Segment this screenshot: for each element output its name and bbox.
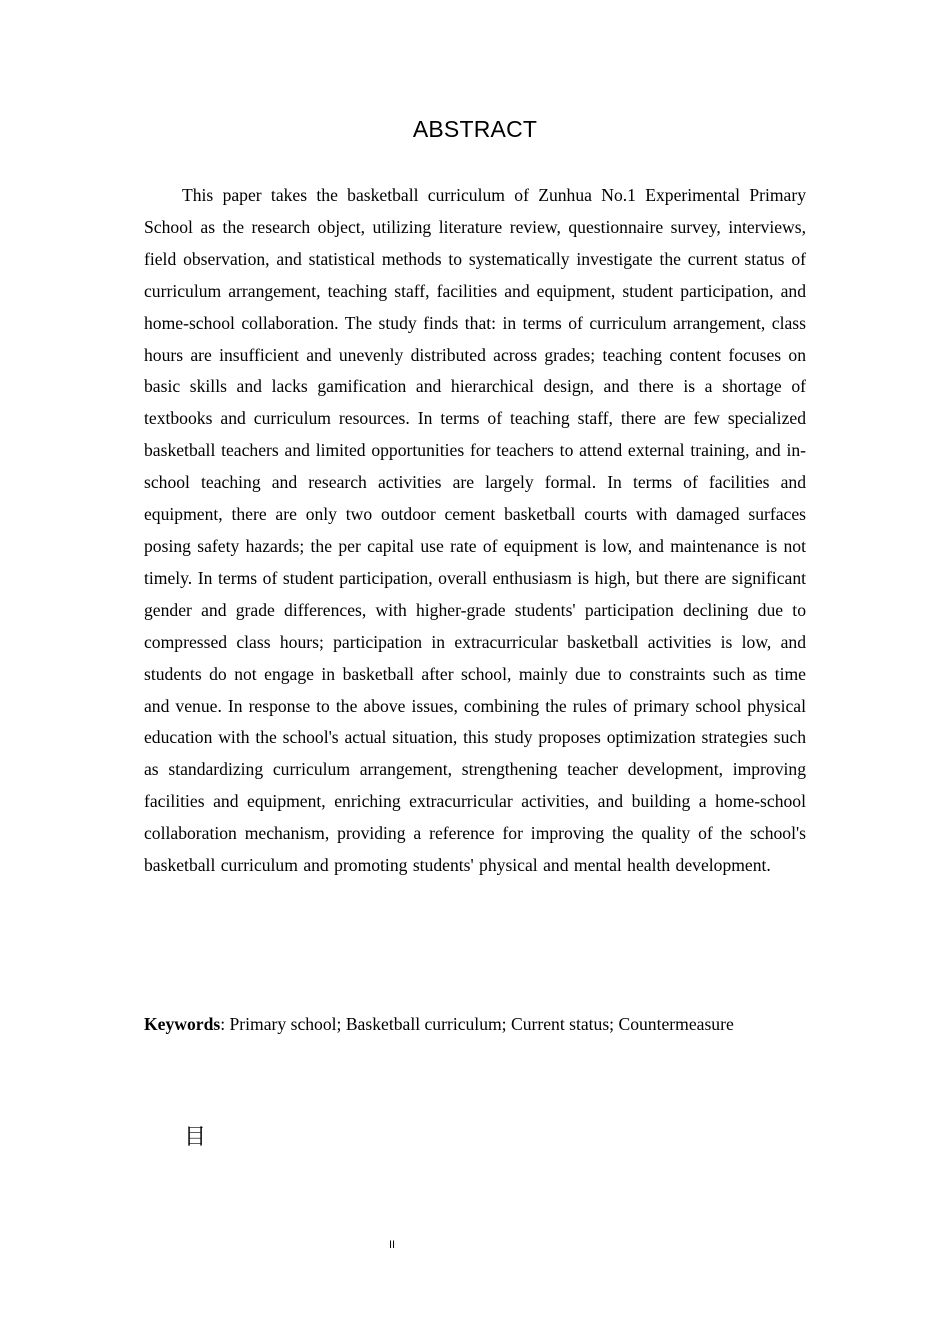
abstract-body: This paper takes the basketball curriculum of Zunhua No.1 Experimental Primary School as the research object, utilizing literature review, questionnaire survey, interviews, field observation, and statistical methods to systematically investigate the current status of curriculum arrangement, teaching staff, facilities and equipment, student participation, and home-school collaboration. The study finds that: in terms of curriculum arrangement, class hours are insufficient and unevenly distributed across grades; teaching content focuses on basic skills and lacks gamification and hierarchical design, and there is a shortage of textbooks and curriculum resources. In terms of teaching staff, there are few specialized basketball teachers and limited opportunities for teachers to attend external training, and in-school teaching and research activities are largely formal. In terms of facilities and equipment, there are only two outdoor cement basketball courts with damaged surfaces posing safety hazards; the per capital use rate of equipment is low, and maintenance is not timely. In terms of student participation, overall enthusiasm is high, but there are significant gender and grade differences, with higher-grade students' participation declining due to compressed class hours; participation in extracurricular basketball activities is low, and students do not engage in basketball after school, mainly due to constraints such as time and venue. In response to the above issues, combining the rules of primary school physical education with the school's actual situation, this study proposes optimization strategies such as standardizing curriculum arrangement, strengthening teacher development, improving facilities and equipment, enriching extracurricular activities, and building a home-school collaboration mechanism, providing a reference for improving the quality of the school's basketball curriculum and promoting students' physical and mental health development. xyxy=(144,185,806,876)
keywords-value: Primary school; Basketball curriculum; Current status; Countermeasure xyxy=(225,1014,734,1034)
keywords-separator: : xyxy=(220,1014,226,1034)
keywords-line xyxy=(144,1009,806,1041)
table-of-contents-heading: 目 xyxy=(184,1125,207,1150)
keywords-label: Keywords xyxy=(144,1014,221,1034)
page-number: II xyxy=(388,1239,396,1251)
abstract-title: ABSTRACT xyxy=(412,116,538,142)
